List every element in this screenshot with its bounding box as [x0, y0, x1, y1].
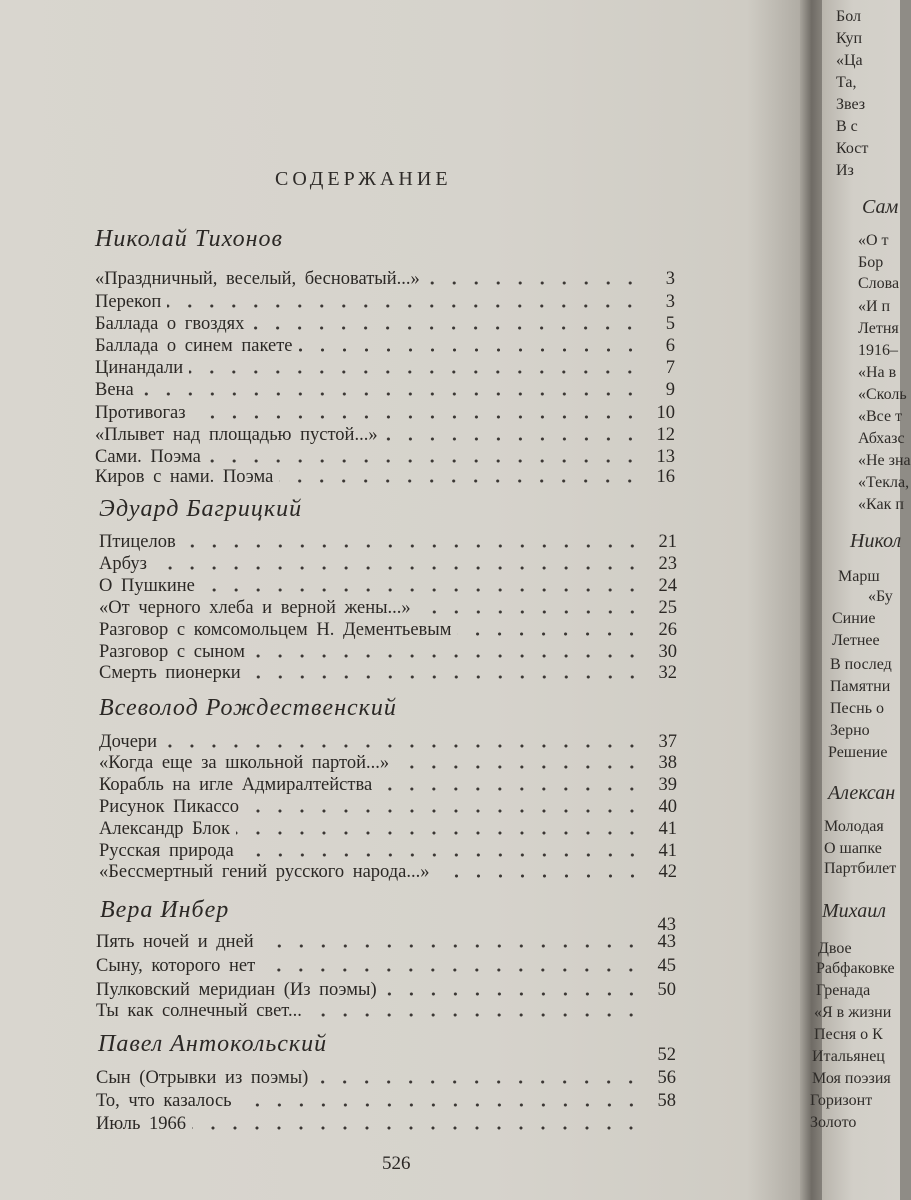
entry-title: Сын (Отрывки из поэмы): [96, 1068, 309, 1088]
entry-title: Баллада о гвоздях: [95, 314, 245, 334]
facing-line: Слова: [858, 275, 900, 292]
leader-dots: [308, 1013, 642, 1017]
leader-dots: [236, 831, 643, 835]
facing-line: Марш: [838, 568, 880, 585]
toc-entry: [95, 379, 675, 401]
toc-entry: [95, 313, 675, 335]
toc-entry: [96, 955, 676, 977]
entry-page: 16: [656, 467, 675, 487]
facing-line: «Все т: [858, 408, 903, 425]
facing-line: Куп: [836, 30, 863, 47]
entry-title: «Плывет над площадью пустой...»: [95, 425, 378, 445]
facing-line: «Сколь: [858, 386, 907, 403]
entry-page: 38: [658, 753, 677, 773]
facing-author: Никол: [850, 530, 902, 552]
author-page-number: 52: [657, 1045, 676, 1065]
entry-page: 41: [658, 841, 677, 861]
entry-title: Александр Блок: [99, 819, 231, 839]
entry-title: Разговор с комсомольцем Н. Дементьевым: [99, 620, 452, 640]
toc-entry: [96, 1000, 676, 1022]
leader-dots: [457, 632, 643, 636]
entry-page: 23: [658, 554, 677, 574]
entry-title: Птицелов: [99, 532, 176, 552]
entry-title: Пулковский меридиан (Из поэмы): [96, 980, 377, 1000]
entry-page: 6: [665, 336, 675, 356]
toc-entry: [99, 575, 677, 597]
entry-page: 45: [657, 956, 676, 976]
entry-page: 42: [658, 862, 677, 882]
toc-entry: [99, 861, 677, 883]
entry-title: О Пушкине: [99, 576, 195, 596]
facing-line: «Не зна: [858, 452, 911, 469]
facing-line: Песнь о: [830, 700, 885, 717]
entry-title: Баллада о синем пакете: [95, 336, 293, 356]
toc-entry: [99, 796, 677, 818]
entry-page: 25: [658, 598, 677, 618]
toc-entry: [95, 357, 675, 379]
leader-dots: [395, 765, 643, 769]
facing-line: Песня о К: [814, 1026, 883, 1043]
facing-line: Итальянец: [812, 1048, 885, 1065]
leader-dots: [314, 1080, 642, 1084]
entry-title: Дочери: [99, 732, 158, 752]
entry-page: 26: [658, 620, 677, 640]
facing-line: Гренада: [816, 982, 871, 999]
toc-entry: [95, 466, 675, 488]
leader-dots: [140, 392, 641, 396]
entry-page: 56: [657, 1068, 676, 1088]
leader-dots: [417, 610, 643, 614]
leader-dots: [436, 874, 643, 878]
entry-page: 39: [658, 775, 677, 795]
leader-dots: [192, 415, 641, 419]
toc-entry: [95, 424, 675, 446]
leader-dots: [251, 654, 643, 658]
toc-entry: [99, 774, 677, 796]
entry-title: Арбуз: [99, 554, 147, 574]
facing-line: «О т: [858, 232, 889, 249]
leader-dots: [182, 544, 643, 548]
entry-page: 43: [657, 932, 676, 952]
entry-title: Русская природа: [99, 841, 234, 861]
toc-entry: [95, 291, 675, 313]
entry-title: «Бессмертный гений русского народа...»: [99, 862, 430, 882]
facing-line: Абхазс: [858, 430, 905, 447]
leader-dots: [250, 326, 641, 330]
toc-entry: [95, 268, 675, 290]
entry-title: Киров с нами. Поэма: [95, 467, 274, 487]
entry-title: Цинандали: [95, 358, 184, 378]
entry-title: «Когда еще за школьной партой...»: [99, 753, 390, 773]
entry-title: Корабль на игле Адмиралтейства: [99, 775, 373, 795]
facing-line: 1916–: [858, 342, 898, 359]
entry-page: 40: [658, 797, 677, 817]
toc-entry: [99, 818, 677, 840]
facing-line: Бол: [836, 8, 861, 25]
entry-title: Разговор с сыном: [99, 642, 245, 662]
facing-line: О шапке: [824, 840, 882, 857]
leader-dots: [153, 566, 643, 570]
entry-title: Рисунок Пикассо: [99, 797, 240, 817]
facing-line: «Ца: [836, 52, 863, 69]
facing-line: «Текла,: [858, 474, 910, 491]
author-heading: Эдуард Багрицкий: [99, 496, 303, 522]
entry-title: Перекоп: [95, 292, 162, 312]
facing-author: Алексан: [828, 782, 896, 804]
facing-line: Партбилет: [824, 860, 897, 877]
leader-dots: [426, 281, 641, 285]
entry-page: 3: [665, 269, 675, 289]
facing-line: Горизонт: [810, 1092, 873, 1109]
facing-line: Бор: [858, 254, 884, 271]
toc-entry: [99, 840, 677, 862]
facing-line: «И п: [858, 298, 891, 315]
toc-entry: [99, 662, 677, 684]
toc-entry: [96, 931, 676, 953]
facing-line: Зерно: [830, 722, 870, 739]
facing-author: Сам: [862, 196, 899, 218]
facing-line: Летня: [858, 320, 899, 337]
entry-page: 10: [656, 403, 675, 423]
facing-line: Памятни: [830, 678, 891, 695]
facing-page: [810, 0, 911, 1200]
leader-dots: [201, 588, 643, 592]
entry-title: Сами. Поэма: [95, 447, 201, 467]
leader-dots: [279, 479, 641, 483]
facing-line: Кост: [836, 140, 869, 157]
leader-dots: [299, 348, 642, 352]
toc-entry: [95, 402, 675, 424]
toc-entry: [96, 1067, 676, 1089]
leader-dots: [245, 809, 643, 813]
entry-page: 32: [658, 663, 677, 683]
facing-line: Моя поэзия: [812, 1070, 891, 1087]
toc-entry: [99, 619, 677, 641]
entry-page: 5: [665, 314, 675, 334]
toc-entry: [95, 446, 675, 468]
facing-line: «Я в жизни: [814, 1004, 892, 1021]
entry-title: «От черного хлеба и верной жены...»: [99, 598, 411, 618]
entry-page: 12: [656, 425, 675, 445]
toc-entry: [96, 1090, 676, 1112]
facing-line: Звез: [836, 96, 866, 113]
entry-page: 3: [665, 292, 675, 312]
author-heading: Николай Тихонов: [95, 226, 283, 252]
leader-dots: [167, 304, 641, 308]
author-page-number: 43: [657, 915, 676, 935]
entry-title: Смерть пионерки: [99, 663, 241, 683]
toc-entry: [99, 531, 677, 553]
leader-dots: [260, 944, 642, 948]
entry-title: Сыну, которого нет: [96, 956, 256, 976]
toc-entry: [96, 1113, 676, 1135]
facing-line: Решение: [828, 744, 888, 761]
page-number: 526: [382, 1153, 411, 1174]
entry-page: 24: [658, 576, 677, 596]
facing-line: В с: [836, 118, 858, 135]
toc-entry: [95, 335, 675, 357]
entry-title: Пять ночей и дней: [96, 932, 254, 952]
facing-line: «Бу: [868, 588, 893, 605]
author-heading: Вера Инбер: [100, 897, 230, 923]
facing-line: Из: [836, 162, 854, 179]
entry-page: 41: [658, 819, 677, 839]
leader-dots: [247, 675, 643, 679]
leader-dots: [238, 1103, 642, 1107]
toc-entry: [99, 641, 677, 663]
entry-page: 9: [665, 380, 675, 400]
facing-line: В послед: [830, 656, 892, 673]
toc-entry: [99, 731, 677, 753]
facing-line: Молодая: [824, 818, 884, 835]
leader-dots: [207, 459, 641, 463]
toc-entry: [96, 979, 676, 1001]
entry-title: «Праздничный, веселый, бесноватый...»: [95, 269, 420, 289]
facing-line: Рабфаковке: [816, 960, 895, 977]
leader-dots: [163, 744, 643, 748]
author-heading: Павел Антокольский: [98, 1031, 328, 1057]
toc-entry: [99, 553, 677, 575]
leader-dots: [384, 437, 641, 441]
entry-page: 30: [658, 642, 677, 662]
facing-line: Двое: [818, 940, 852, 957]
facing-line: «На в: [858, 364, 897, 381]
entry-page: 37: [658, 732, 677, 752]
leader-dots: [378, 787, 643, 791]
entry-page: 13: [656, 447, 675, 467]
entry-title: Ты как солнечный свет...: [96, 1001, 302, 1021]
leader-dots: [189, 370, 641, 374]
entry-title: То, что казалось: [96, 1091, 232, 1111]
author-heading: Всеволод Рождественский: [99, 695, 397, 721]
entry-title: Июль 1966: [96, 1114, 187, 1134]
leader-dots: [261, 968, 642, 972]
facing-line: Синие: [832, 610, 876, 627]
entry-page: 58: [657, 1091, 676, 1111]
leader-dots: [240, 853, 643, 857]
facing-line: «Как п: [858, 496, 904, 513]
facing-line: Летнее: [832, 632, 880, 649]
entry-page: 21: [658, 532, 677, 552]
toc-entry: [99, 597, 677, 619]
facing-author: Михаил: [822, 900, 886, 922]
facing-line: Золото: [810, 1114, 857, 1131]
entry-page: 7: [665, 358, 675, 378]
page-heading: СОДЕРЖАНИЕ: [275, 168, 452, 190]
leader-dots: [192, 1126, 642, 1130]
facing-line: Та,: [836, 74, 857, 91]
entry-title: Противогаз: [95, 403, 186, 423]
entry-title: Вена: [95, 380, 134, 400]
entry-page: 50: [657, 980, 676, 1000]
toc-entry: [99, 752, 677, 774]
leader-dots: [383, 992, 642, 996]
